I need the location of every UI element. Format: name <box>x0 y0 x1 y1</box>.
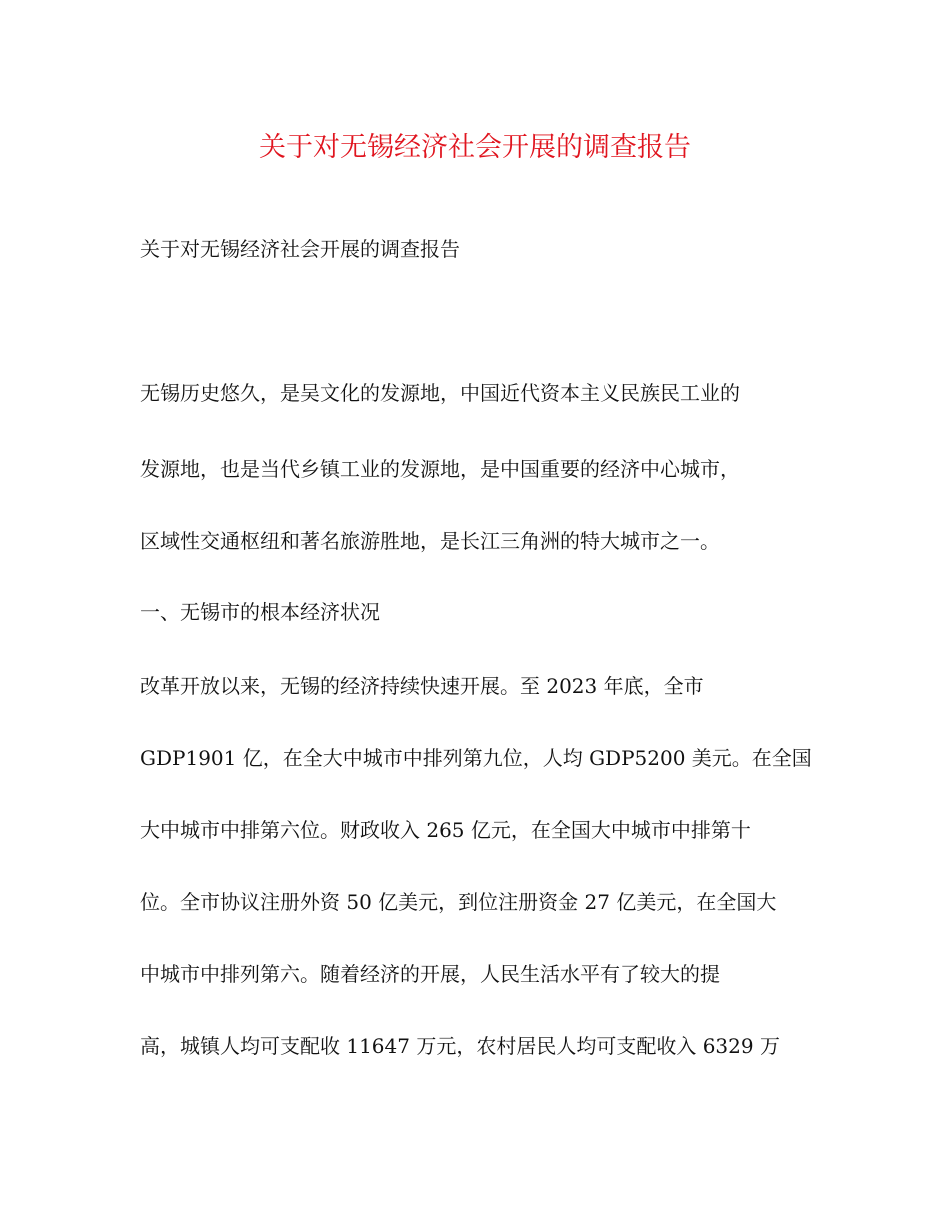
paragraph-line: 大中城市中排第六位。财政收入 265 亿元，在全国大中城市中排第十 <box>140 818 751 842</box>
paragraph-line: 高，城镇人均可支配收 11647 万元，农村居民人均可支配收入 6329 万 <box>140 1034 780 1058</box>
section-heading: 一、无锡市的根本经济状况 <box>140 600 380 624</box>
paragraph-line: 无锡历史悠久，是吴文化的发源地，中国近代资本主义民族民工业的 <box>140 381 740 405</box>
document-title: 关于对无锡经济社会开展的调查报告 <box>259 132 691 163</box>
paragraph-line: 发源地，也是当代乡镇工业的发源地，是中国重要的经济中心城市， <box>140 457 740 481</box>
paragraph-line: 中城市中排列第六。随着经济的开展，人民生活水平有了较大的提 <box>140 962 720 986</box>
paragraph-line: GDP1901 亿，在全大中城市中排列第九位，人均 GDP5200 美元。在全国 <box>140 746 812 770</box>
paragraph-line: 区域性交通枢纽和著名旅游胜地，是长江三角洲的特大城市之一。 <box>140 529 720 553</box>
document-subtitle: 关于对无锡经济社会开展的调查报告 <box>140 237 460 261</box>
paragraph-line: 改革开放以来，无锡的经济持续快速开展。至 2023 年底，全市 <box>140 674 704 698</box>
paragraph-line: 位。全市协议注册外资 50 亿美元，到位注册资金 27 亿美元，在全国大 <box>140 890 777 914</box>
